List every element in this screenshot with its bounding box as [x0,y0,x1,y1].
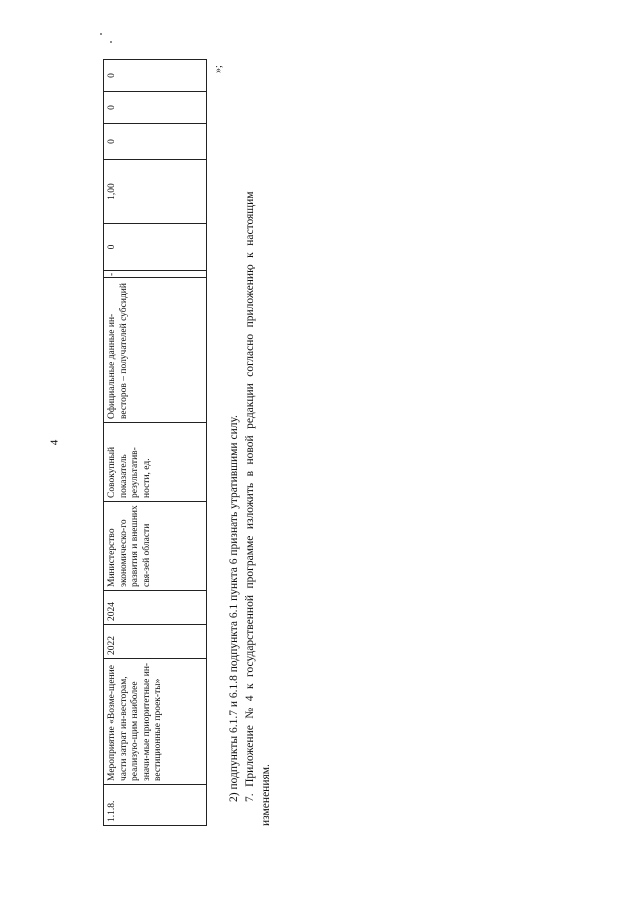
scan-speck [100,33,102,35]
stray-mark: »; [213,65,224,73]
program-table [103,59,207,826]
paragraph-subitems-void: 2) подпункты 6.1.7 и 6.1.8 подпункта 6.1 пункта 6 признать утратившими силу. [228,415,240,802]
end-year: 2024 [104,591,207,625]
value-cell: 1,00 [104,160,207,224]
value-cell: 0 [104,124,207,160]
page-number: 4 [48,439,61,446]
start-year: 2022 [104,625,207,659]
scan-speck [110,41,112,43]
value-cell: 0 [104,60,207,92]
data-source: Официальные данные ин-весторов – получателей субсидий [104,278,207,423]
dash-cell: - [104,271,207,278]
paragraph-appendix-4: 7. Приложение № 4 к государственной программе изложить в новой редакции согласно приложению к настоящим [244,191,256,802]
value-cell: 0 [104,92,207,124]
indicator: Совокупный показатель результатив-ности, ед. [104,423,207,502]
paragraph-continuation: изменениям. [260,764,272,826]
item-number: 1.1.8. [104,785,207,826]
table-row [104,60,207,826]
measure-name: Мероприятие «Возме-щение части затрат ин-весторам, реализую-щим наиболее значи-мые приоритетные ин-вестиционные проек-ты» [104,659,207,785]
value-cell: 0 [104,224,207,271]
executor: Министерство экономическо-го развития и внешних свя-зей области [104,502,207,591]
